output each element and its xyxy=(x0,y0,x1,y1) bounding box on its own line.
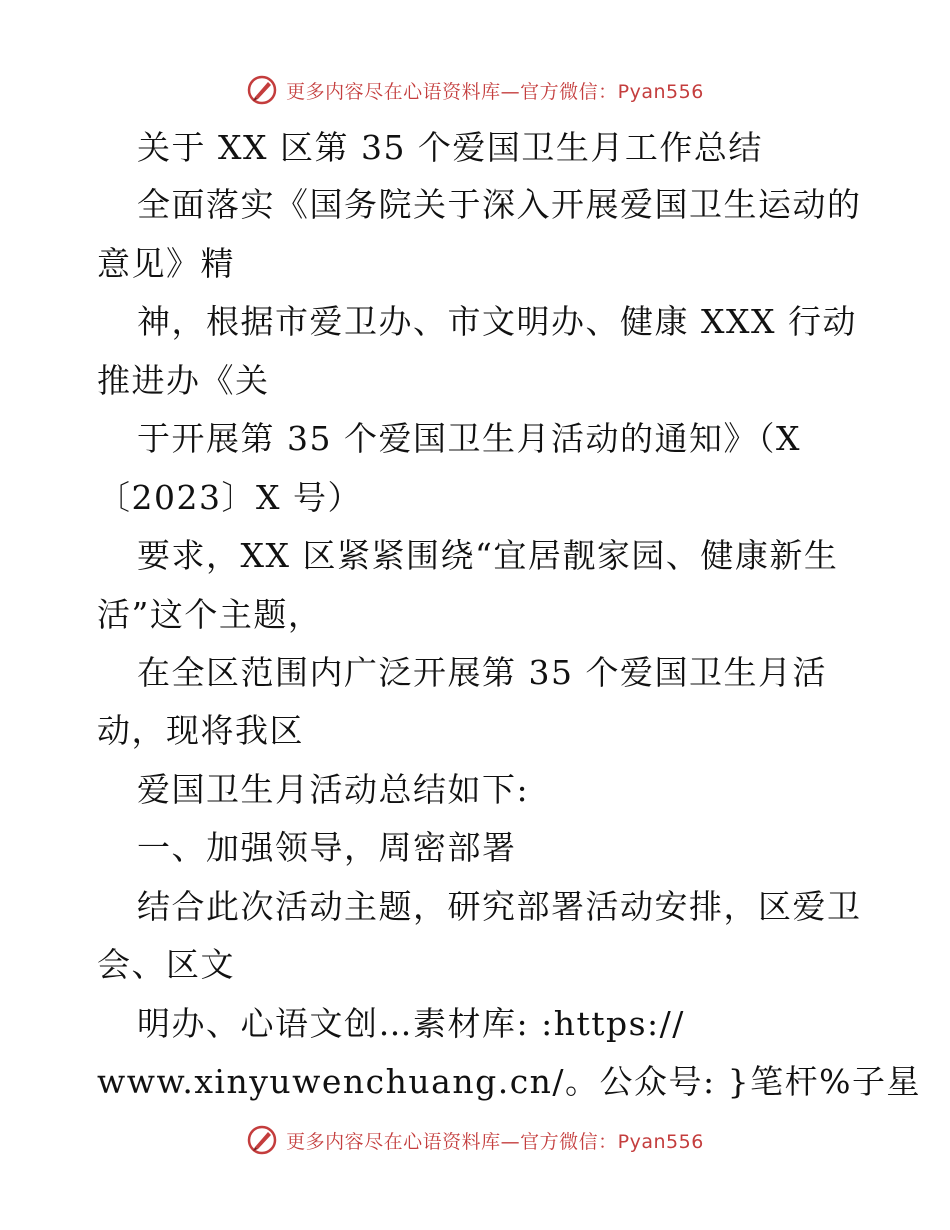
paragraph-line: 动，现将我区 xyxy=(97,711,304,750)
paragraph-line: 全面落实《国务院关于深入开展爱国卫生运动的 xyxy=(137,185,862,224)
paragraph-line: 结合此次活动主题，研究部署活动安排，区爱卫 xyxy=(137,887,862,926)
paragraph-line: 神，根据市爱卫办、市文明办、健康 XXX 行动 xyxy=(137,302,857,341)
paragraph-line: 明办、心语文创…素材库: :https:// xyxy=(137,1004,685,1043)
paragraph-line: 〔2023〕X 号） xyxy=(97,478,362,517)
paragraph-line: 于开展第 35 个爱国卫生月活动的通知》（X xyxy=(137,419,801,458)
paragraph-line: 意见》精 xyxy=(97,244,235,283)
pen-seal-logo-icon xyxy=(246,1124,278,1156)
header-watermark xyxy=(0,72,950,108)
paragraph-line: 要求，XX 区紧紧围绕“宜居靓家园、健康新生 xyxy=(137,536,839,575)
paragraph-line: 会、区文 xyxy=(97,945,235,984)
paragraph-line: 爱国卫生月活动总结如下: xyxy=(137,770,530,809)
paragraph-line: 在全区范围内广泛开展第 35 个爱国卫生月活 xyxy=(137,653,827,692)
watermark-text: 更多内容尽在心语资料库—官方微信：Pyan556 xyxy=(286,80,704,103)
watermark-text: 更多内容尽在心语资料库—官方微信：Pyan556 xyxy=(286,1130,704,1153)
section-heading: 一、加强领导，周密部署 xyxy=(137,828,517,867)
paragraph-line: 活”这个主题， xyxy=(97,595,323,634)
footer-watermark xyxy=(0,1122,950,1158)
pen-seal-logo-icon xyxy=(246,74,278,106)
paragraph-line: 推进办《关 xyxy=(97,361,270,400)
document-title: 关于 XX 区第 35 个爱国卫生月工作总结 xyxy=(137,128,763,167)
paragraph-line: www.xinyuwenchuang.cn/。公众号: }笔杆%子星 xyxy=(97,1062,922,1101)
